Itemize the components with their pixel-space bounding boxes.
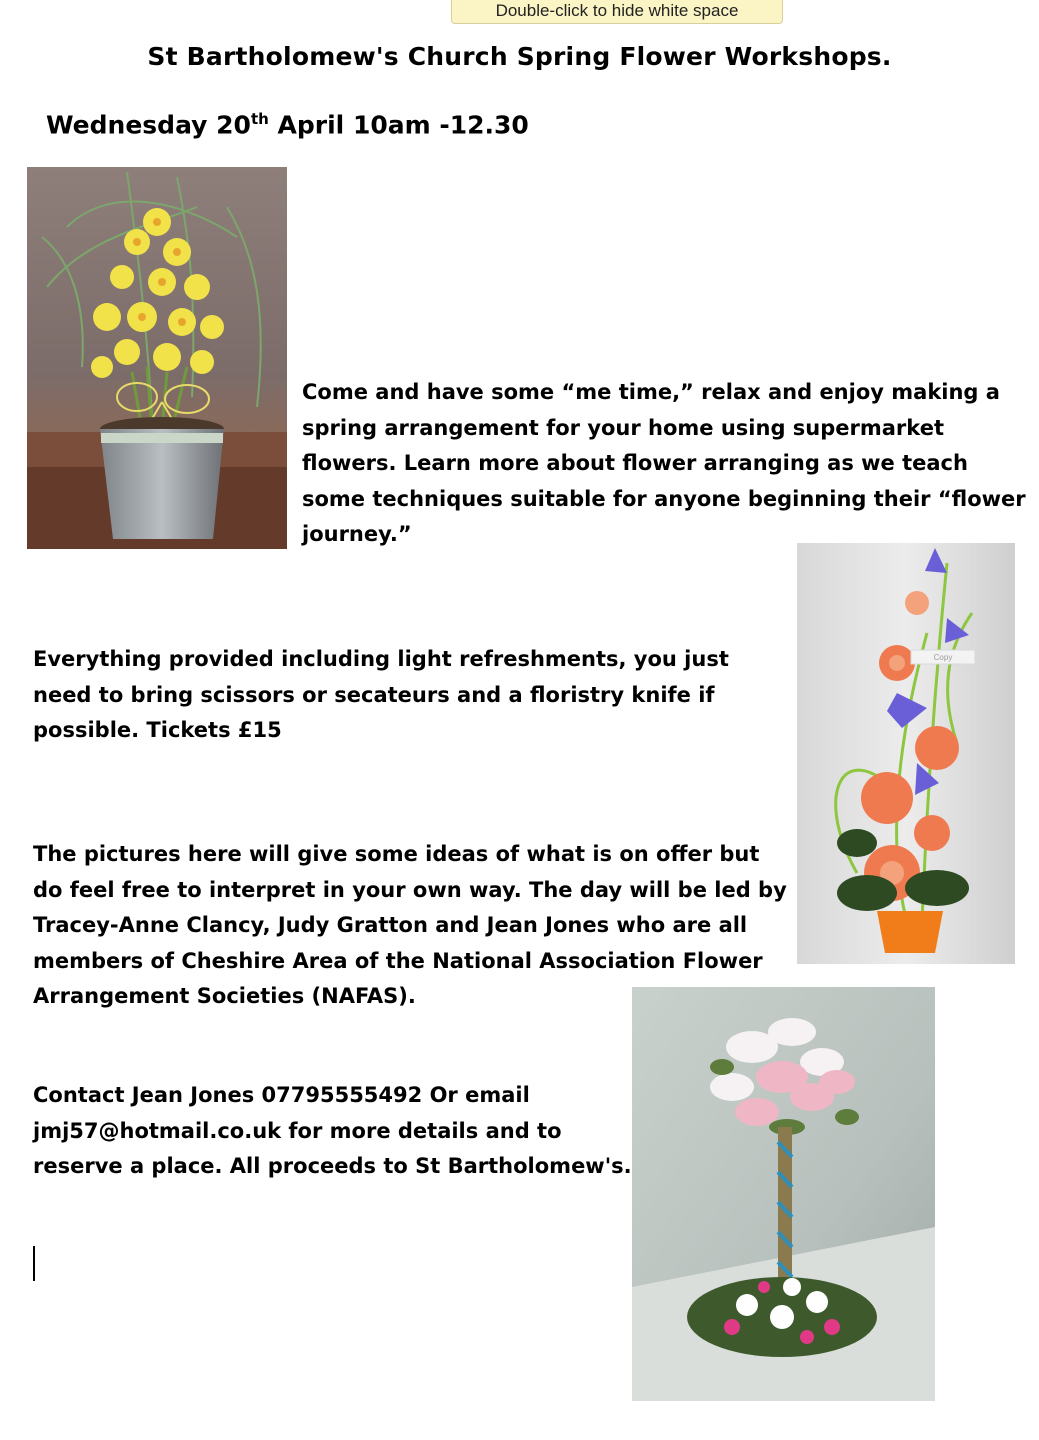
hide-white-space-tooltip[interactable]: Double-click to hide white space xyxy=(451,0,783,24)
copy-overlay-label: Copy xyxy=(933,653,953,662)
date-suffix: th xyxy=(250,110,269,128)
intro-paragraph: Come and have some “me time,” relax and enjoy making a spring arrangement for your home using supermarket flowers. Learn more about flower arranging as we teach some techniques suitable for anyone beginning their “flower journey.” xyxy=(302,380,1026,546)
pictures-paragraph: The pictures here will give some ideas of what is on offer but do feel free to interpret in your own way. The day will be led by Tracey-Anne Clancy, Judy Gratton and Jean Jones who are all members of Cheshire Area of the National Association Flower Arrangement Societies (NAFAS). xyxy=(33,842,787,1008)
provided-paragraph: Everything provided including light refreshments, you just need to bring scissors or secateurs and a floristry knife if possible. Tickets £15 xyxy=(33,647,729,742)
contact-paragraph: Contact Jean Jones 07795555492 Or email jmj57@hotmail.co.uk for more details and to reserve a place. All proceeds to St Bartholomew's. xyxy=(33,1083,632,1178)
date-day: Wednesday 20 xyxy=(46,110,251,140)
date-time: April 10am -12.30 xyxy=(268,110,529,140)
event-date xyxy=(46,110,529,139)
daffodil-pot-photo[interactable] xyxy=(27,167,287,549)
topiary-arrangement-photo[interactable] xyxy=(632,987,935,1401)
page-title: St Bartholomew's Church Spring Flower Workshops. xyxy=(147,42,892,71)
rose-iris-arrangement-photo[interactable] xyxy=(797,543,1015,964)
text-cursor xyxy=(33,1246,35,1281)
